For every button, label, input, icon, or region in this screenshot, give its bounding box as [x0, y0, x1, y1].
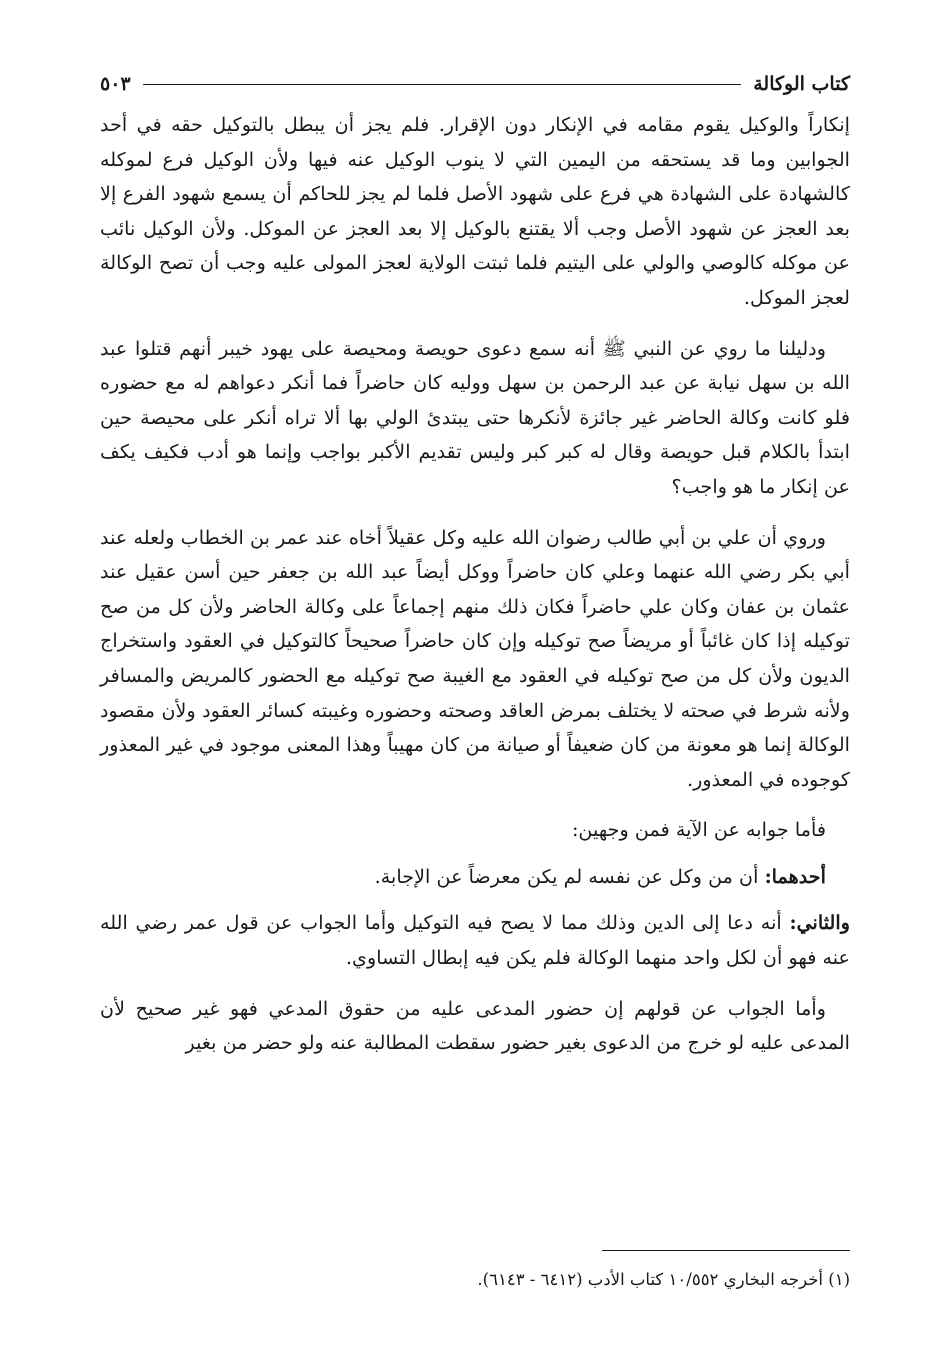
- footnote: (١) أخرجه البخاري ١٠/٥٥٢ كتاب الأدب (٦٤١٢ - ٦١٤٣).: [477, 1270, 850, 1289]
- paragraph-7: وأما الجواب عن قولهم إن حضور المدعى عليه من حقوق المدعي فهو غير صحيح لأن المدعى عليه لو خرج من الدعوى بغير حضور سقطت المطالبة عنه ولو حضر من بغير: [100, 996, 850, 1055]
- running-header: [100, 68, 850, 100]
- point-label-first: أحدهما:: [764, 864, 826, 888]
- paragraph-3: وروي أن علي بن أبي طالب رضوان الله عليه وكل عقيلاً أخاه عند عمر بن الخطاب ولعله عند أبي بكر رضي الله عنهما وعلي كان حاضراً ووكل أيضاً عبد الله بن جعفر حين أسن عقيل عند عثمان بن عفان وكان علي حاضراً فكان ذلك منهم إجماعاً على وكالة الحاضر ولأن كل من صح توكيله إذا كان غائباً أو مريضاً صح توكيله وإن كان حاضراً صحيحاً كالتوكيل في العقود واستخراج الديون ولأن كل من صح توكيله في العقود مع الغيبة صح توكيله مع الحضور كالمريض والمسافر ولأنه شرط في صحته لا يختلف بمرض العاقد وصحته وحضوره وغيبته كسائر العقود ولأن مقصود الوكالة إنما هو معونة من كان ضعيفاً أو صيانة من كان مهيباً وهذا المعنى موجود في غير المعذور كوجوده في المعذور.: [100, 525, 850, 791]
- paragraph-4: فأما جوابه عن الآية فمن وجهين:: [571, 818, 826, 842]
- point-text-first: أن من وكل عن نفسه لم يكن معرضاً عن الإجابة.: [374, 864, 759, 888]
- body-text: [100, 108, 850, 1077]
- paragraph-5: [100, 860, 850, 895]
- point-text-second: أنه دعا إلى الدين وذلك مما لا يصح فيه التوكيل وأما الجواب عن قول عمر رضي الله عنه فهو أن لكل واحد منهما الوكالة فلم يكن فيه إبطال التساوي.: [100, 911, 850, 970]
- paragraph-1: إنكاراً والوكيل يقوم مقامه في الإنكار دون الإقرار. فلم يجز أن يبطل بالتوكيل حقه في أحد الجوابين وما قد يستحقه من اليمين التي لا ينوب الوكيل عنه فيها ولأن الوكيل فرع لموكله كالشهادة على الشهادة هي فرع على شهود الأصل فلما لم يجز للحاكم أن يسمع شهود الفرع إلا بعد العجز عن شهود الأصل وجب ألا يقتنع بالوكيل إلا بعد العجز عن الموكل. ولأن الوكيل نائب عن موكله كالوصي والولي على اليتيم فلما ثبتت الولاية لعجز المولى عليه وجب أن تصح الوكالة لعجز الموكل.: [100, 113, 850, 309]
- paragraph-2: ودليلنا ما روي عن النبي ﷺ أنه سمع دعوى حويصة ومحيصة على يهود خيبر أنهم قتلوا عبد الله بن سهل نيابة عن عبد الرحمن بن سهل ووليه كان حاضراً فما أنكر دعواهم له مع حضوره فلو كانت وكالة الحاضر غير جائزة لأنكرها حتى يبتدئ الولي بها ألا تراه أنكر على محيصة حين ابتدأ بالكلام قبل حويصة وقال له كبر كبر وليس تقديم الأكبر بواجب وإنما هو أدب فكيف يكف عن إنكار ما هو واجب؟: [100, 336, 850, 498]
- footnote-rule: [602, 1250, 850, 1251]
- header-rule: [143, 84, 742, 85]
- book-page: [100, 60, 850, 1350]
- point-label-second: والثاني:: [789, 911, 850, 935]
- page-number: ٥٠٣: [100, 73, 131, 95]
- paragraph-6: [100, 906, 850, 975]
- chapter-title: كتاب الوكالة: [753, 73, 850, 95]
